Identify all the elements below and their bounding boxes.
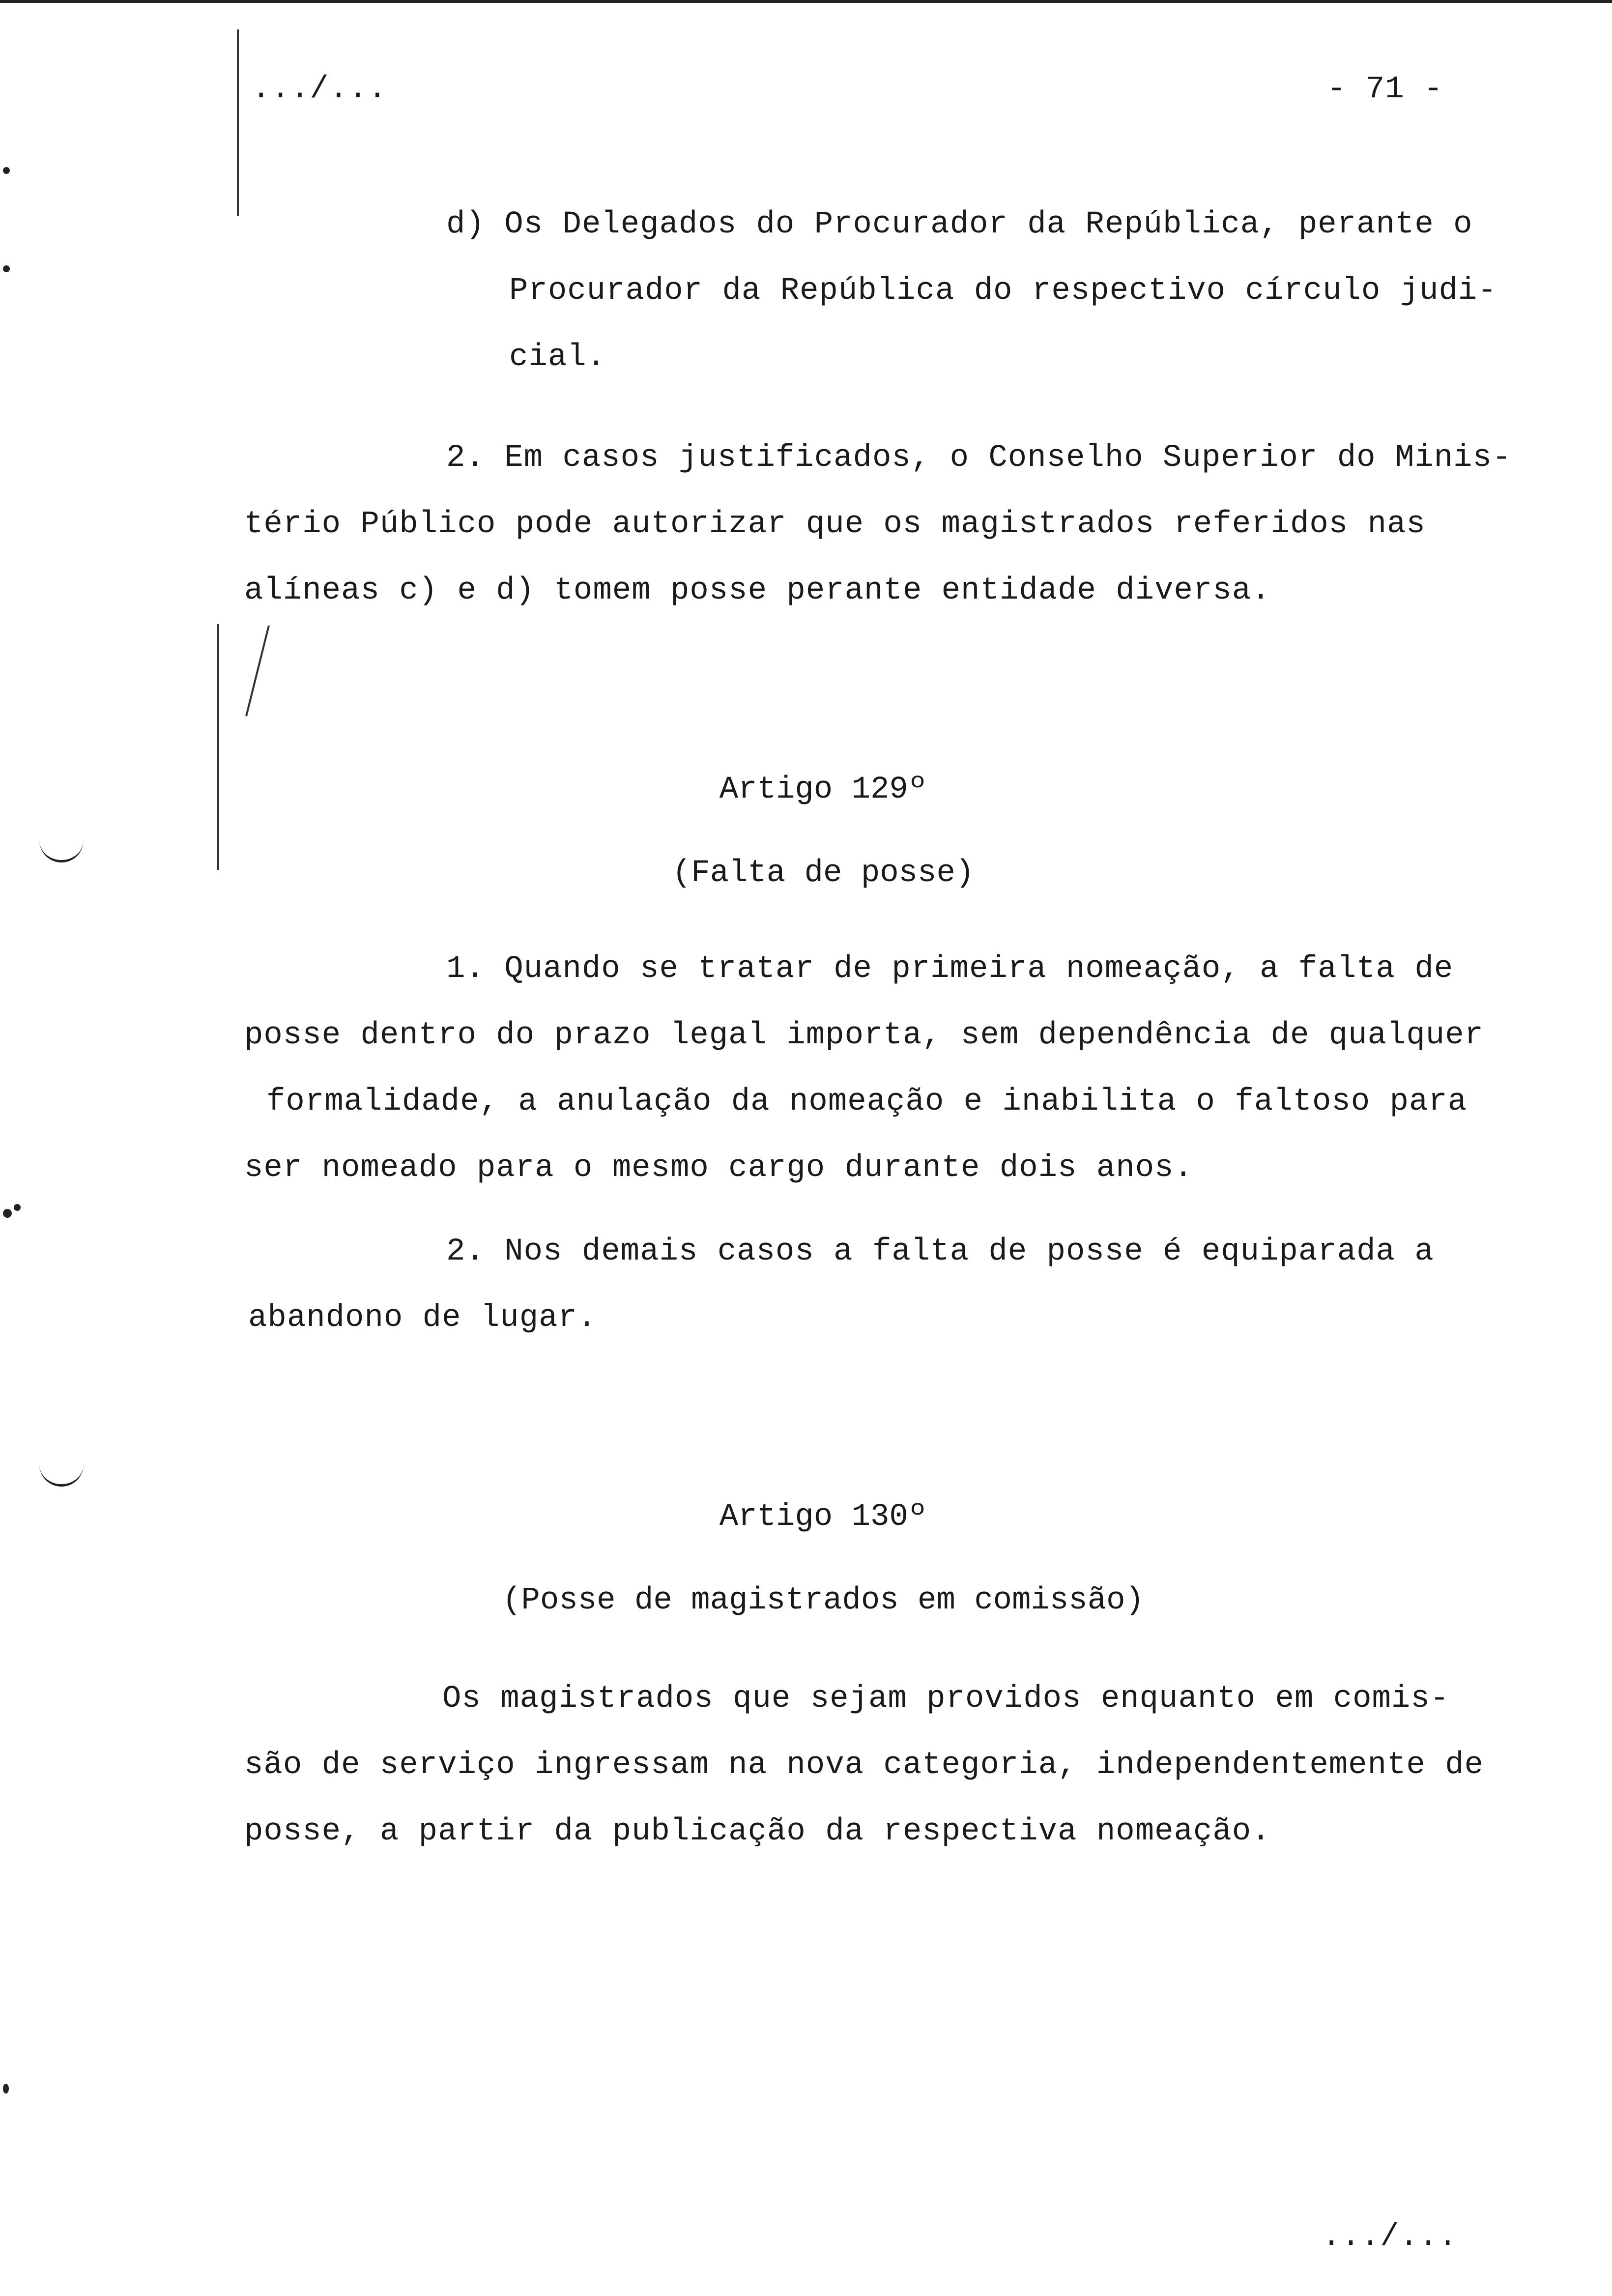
margin-mark-top bbox=[237, 29, 239, 216]
article-130-p1-line-1: Os magistrados que sejam providos enquanto em comis- bbox=[442, 1681, 1450, 1717]
top-border-line bbox=[0, 0, 1612, 3]
margin-mark-slash bbox=[245, 625, 270, 716]
article-130-p1-line-3: posse, a partir da publicação da respectiva nomeação. bbox=[244, 1814, 1271, 1849]
article-130-subtitle: (Posse de magistrados em comissão) bbox=[502, 1583, 1144, 1618]
scan-speck bbox=[3, 1209, 12, 1218]
page-number: - 71 - bbox=[1327, 72, 1443, 107]
article-129-title: Artigo 129º bbox=[719, 772, 927, 807]
article-130-title: Artigo 130º bbox=[719, 1499, 927, 1535]
section-d-line-1: d) Os Delegados do Procurador da República, perante o bbox=[446, 207, 1473, 242]
article-129-p1-line-3: formalidade, a anulação da nomeação e inabilita o faltoso para bbox=[266, 1084, 1468, 1119]
punch-hole-mark bbox=[39, 1464, 84, 1487]
article-129-p2-line-1: 2. Nos demais casos a falta de posse é equiparada a bbox=[446, 1234, 1434, 1269]
para-2-line-2: tério Público pode autorizar que os magistrados referidos nas bbox=[244, 507, 1426, 542]
scan-speck bbox=[3, 2084, 9, 2094]
para-2-line-1: 2. Em casos justificados, o Conselho Superior do Minis- bbox=[446, 440, 1512, 476]
article-129-p1-line-4: ser nomeado para o mesmo cargo durante dois anos. bbox=[244, 1150, 1193, 1186]
margin-mark-middle bbox=[217, 624, 219, 870]
section-d-line-2: Procurador da República do respectivo círculo judi- bbox=[509, 273, 1497, 309]
scan-speck bbox=[14, 1204, 21, 1211]
scan-speck bbox=[3, 265, 10, 272]
scan-speck bbox=[3, 167, 10, 174]
article-129-p1-line-2: posse dentro do prazo legal importa, sem dependência de qualquer bbox=[244, 1018, 1484, 1053]
para-2-line-3: alíneas c) e d) tomem posse perante entidade diversa. bbox=[244, 573, 1271, 608]
article-129-subtitle: (Falta de posse) bbox=[672, 856, 975, 891]
continuation-marker-top: .../... bbox=[252, 72, 387, 107]
article-129-p2-line-2: abandono de lugar. bbox=[248, 1300, 597, 1336]
article-130-p1-line-2: são de serviço ingressam na nova categoria, independentemente de bbox=[244, 1748, 1484, 1783]
continuation-marker-bottom: .../... bbox=[1322, 2219, 1458, 2255]
section-d-line-3: cial. bbox=[509, 340, 606, 375]
article-129-p1-line-1: 1. Quando se tratar de primeira nomeação, a falta de bbox=[446, 951, 1454, 987]
